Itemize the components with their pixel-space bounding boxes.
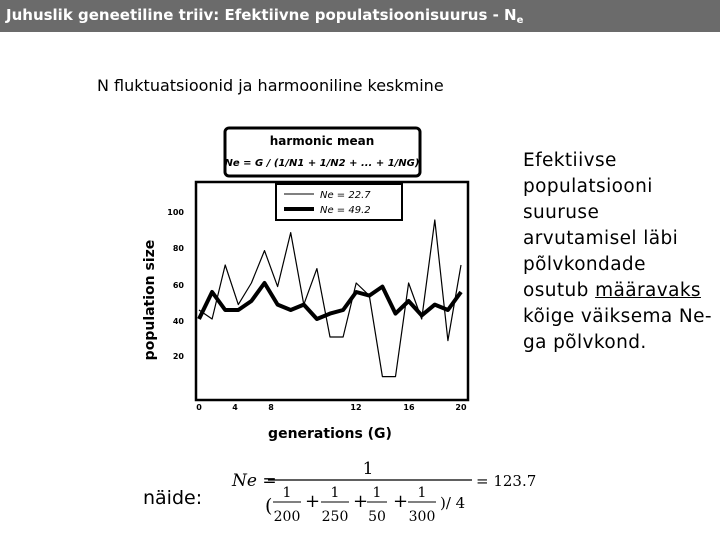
formula-result: = 123.7 bbox=[476, 472, 537, 490]
series-line-ne-49-2 bbox=[199, 283, 461, 319]
fraction-1-num: 1 bbox=[282, 485, 292, 501]
formula-close: )/ 4 bbox=[440, 494, 466, 512]
y-tick-label: 40 bbox=[172, 317, 184, 326]
fraction-4-num: 1 bbox=[417, 485, 427, 501]
fraction-3-den: 50 bbox=[368, 509, 386, 525]
fraction-2-den: 250 bbox=[321, 509, 349, 525]
formula-open-paren: ( bbox=[265, 495, 273, 517]
formula-box-formula: Ne = G / (1/N1 + 1/N2 + ... + 1/NG) bbox=[224, 158, 420, 169]
legend-label-thin: Ne = 22.7 bbox=[320, 190, 371, 201]
side-text bbox=[523, 148, 713, 356]
x-axis-ticks bbox=[196, 403, 467, 412]
y-axis-label: population size bbox=[142, 239, 158, 361]
legend-label-thick: Ne = 49.2 bbox=[320, 205, 371, 216]
x-tick-label: 20 bbox=[455, 403, 467, 412]
example-formula bbox=[231, 459, 536, 525]
y-tick-label: 100 bbox=[167, 208, 184, 217]
title-bar bbox=[0, 0, 720, 32]
fraction-4-den: 300 bbox=[408, 509, 436, 525]
x-tick-label: 12 bbox=[350, 403, 362, 412]
formula-plus: + bbox=[393, 491, 409, 512]
y-tick-label: 80 bbox=[172, 244, 184, 253]
formula-lhs: Ne = bbox=[232, 471, 277, 491]
side-text-after: kõige väiksema Ne-ga põlvkond. bbox=[523, 306, 713, 353]
formula-box-title: harmonic mean bbox=[269, 134, 375, 148]
slide-title bbox=[6, 6, 523, 26]
slide-title-subscript: e bbox=[516, 15, 524, 26]
formula-plus: + bbox=[353, 491, 369, 512]
fraction-1-den: 200 bbox=[273, 509, 301, 525]
y-tick-label: 60 bbox=[172, 281, 184, 290]
side-text-underlined: määravaks bbox=[595, 280, 701, 301]
y-axis-ticks bbox=[167, 208, 184, 361]
x-tick-label: 16 bbox=[403, 403, 415, 412]
harmonic-mean-figure bbox=[130, 118, 537, 528]
fraction-2-num: 1 bbox=[330, 485, 340, 501]
side-text-before: Efektiivse populatsiooni suuruse arvutamisel läbi põlvkondade osutub bbox=[523, 150, 679, 301]
example-label: näide: bbox=[143, 487, 203, 509]
series-line-ne-22-7 bbox=[199, 220, 461, 377]
x-tick-label: 8 bbox=[268, 403, 274, 412]
x-axis-label: generations (G) bbox=[268, 426, 392, 442]
y-tick-label: 20 bbox=[172, 352, 184, 361]
fraction-3-num: 1 bbox=[372, 485, 382, 501]
x-tick-label: 4 bbox=[232, 403, 238, 412]
slide-title-text: Juhuslik geneetiline triiv: Efektiivne populatsioonisuurus - N bbox=[6, 6, 517, 24]
formula-plus: + bbox=[305, 491, 321, 512]
x-tick-label: 0 bbox=[196, 403, 202, 412]
formula-numerator: 1 bbox=[362, 459, 374, 479]
slide-subtitle: N fluktuatsioonid ja harmooniline keskmine bbox=[97, 76, 444, 95]
